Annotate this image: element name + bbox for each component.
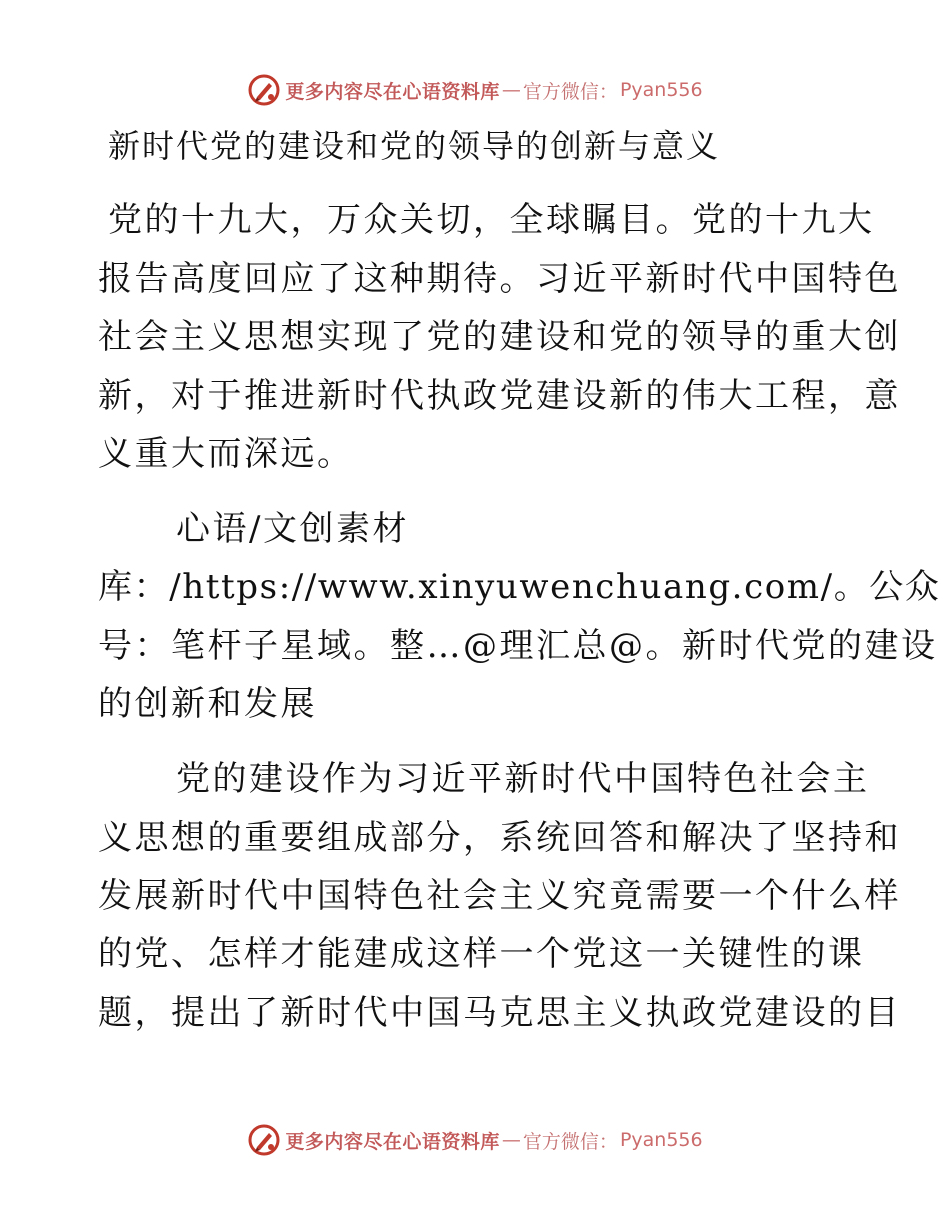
- watermark-main-text: 更多内容尽在心语资料库: [285, 1130, 500, 1153]
- watermark-dash: —: [501, 1129, 521, 1151]
- header-watermark: [0, 70, 950, 110]
- paragraph-line: 新，对于推进新时代执政党建设新的伟大工程，意: [98, 376, 901, 416]
- footer-watermark: [0, 1120, 950, 1160]
- paragraph-line: 题，提出了新时代中国马克思主义执政党建设的目: [98, 993, 901, 1033]
- watermark-main-text: 更多内容尽在心语资料库: [285, 80, 500, 103]
- watermark-wechat-id: Pyan556: [619, 79, 703, 101]
- paragraph-line: 心语/文创素材: [176, 509, 409, 549]
- paragraph-line: 义重大而深远。: [98, 434, 354, 474]
- paragraph-line: 库：/https://www.xinyuwenchuang.com/。公众: [98, 567, 941, 607]
- paragraph-line: 党的十九大，万众关切，全球瞩目。党的十九大: [108, 200, 875, 240]
- paragraph-line: 义思想的重要组成部分，系统回答和解决了坚持和: [98, 818, 901, 858]
- watermark-wechat-id: Pyan556: [619, 1129, 703, 1151]
- watermark-dash: —: [501, 79, 521, 101]
- paragraph-line: 号：笔杆子星域。整…@理汇总@。新时代党的建设: [98, 626, 938, 666]
- paragraph-line: 发展新时代中国特色社会主义究竟需要一个什么样: [98, 876, 901, 916]
- paragraph-line: 的党、怎样才能建成这样一个党这一关键性的课: [98, 934, 865, 974]
- pen-logo-icon: [247, 1123, 281, 1157]
- paragraph-line: 的创新和发展: [98, 684, 317, 724]
- watermark-wechat-label: 官方微信：: [522, 80, 618, 103]
- watermark-wechat-label: 官方微信：: [522, 1130, 618, 1153]
- document-title: 新时代党的建设和党的领导的创新与意义: [108, 127, 721, 165]
- pen-logo-icon: [247, 73, 281, 107]
- paragraph-line: 社会主义思想实现了党的建设和党的领导的重大创: [98, 317, 901, 357]
- paragraph-line: 党的建设作为习近平新时代中国特色社会主: [176, 759, 870, 799]
- paragraph-line: 报告高度回应了这种期待。习近平新时代中国特色: [98, 259, 901, 299]
